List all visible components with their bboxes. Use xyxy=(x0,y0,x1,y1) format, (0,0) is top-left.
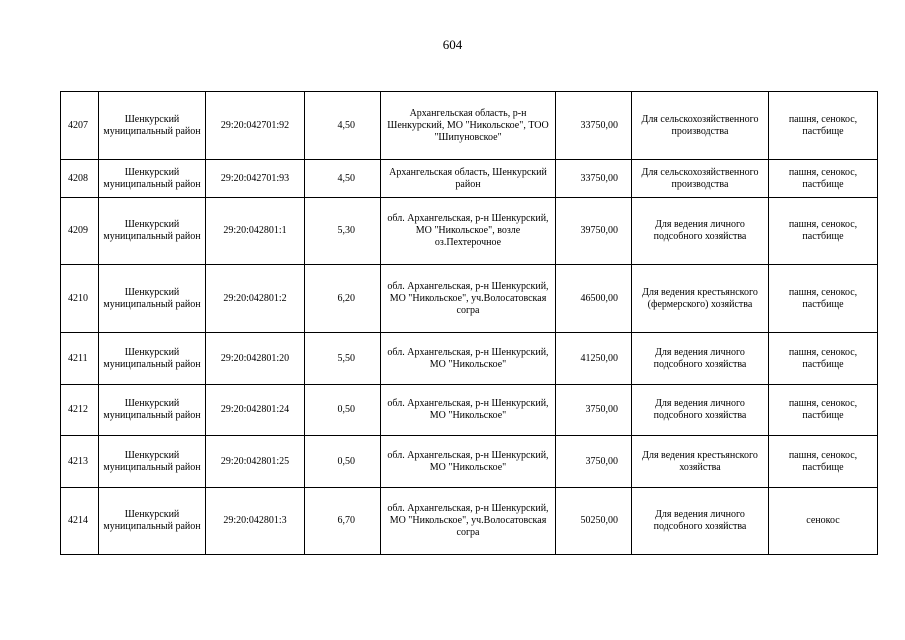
cadastral-number-cell: 29:20:042801:1 xyxy=(206,198,305,265)
row-number: 4213 xyxy=(61,436,99,488)
land-type-cell: пашня, сенокос, пастбище xyxy=(769,265,878,333)
table-row xyxy=(61,488,878,555)
purpose-cell: Для ведения крестьянского хозяйства xyxy=(632,436,769,488)
area-cell: 5,50 xyxy=(305,333,381,385)
land-type-cell: пашня, сенокос, пастбище xyxy=(769,436,878,488)
address-cell: обл. Архангельская, р-н Шенкурский, МО "Никольское", возле оз.Пехтерочное xyxy=(381,198,556,265)
land-type-cell: пашня, сенокос, пастбище xyxy=(769,385,878,436)
cadastral-number-cell: 29:20:042701:92 xyxy=(206,92,305,160)
address-cell: обл. Архангельская, р-н Шенкурский, МО "Никольское", уч.Волосатовская согра xyxy=(381,265,556,333)
cadastral-number-cell: 29:20:042801:2 xyxy=(206,265,305,333)
district-cell: Шенкурский муниципальный район xyxy=(99,333,206,385)
row-number: 4207 xyxy=(61,92,99,160)
address-cell: Архангельская область, Шенкурский район xyxy=(381,160,556,198)
district-cell: Шенкурский муниципальный район xyxy=(99,385,206,436)
purpose-cell: Для ведения личного подсобного хозяйства xyxy=(632,333,769,385)
cadastral-number-cell: 29:20:042701:93 xyxy=(206,160,305,198)
district-cell: Шенкурский муниципальный район xyxy=(99,265,206,333)
cadastral-number-cell: 29:20:042801:3 xyxy=(206,488,305,555)
district-cell: Шенкурский муниципальный район xyxy=(99,436,206,488)
price-cell: 33750,00 xyxy=(556,160,632,198)
area-cell: 0,50 xyxy=(305,436,381,488)
price-cell: 3750,00 xyxy=(556,385,632,436)
purpose-cell: Для сельскохозяйственного производства xyxy=(632,160,769,198)
cadastral-number-cell: 29:20:042801:20 xyxy=(206,333,305,385)
address-cell: обл. Архангельская, р-н Шенкурский, МО "Никольское", уч.Волосатовская согра xyxy=(381,488,556,555)
area-cell: 6,20 xyxy=(305,265,381,333)
land-type-cell: пашня, сенокос, пастбище xyxy=(769,198,878,265)
purpose-cell: Для ведения крестьянского (фермерского) хозяйства xyxy=(632,265,769,333)
area-cell: 5,30 xyxy=(305,198,381,265)
purpose-cell: Для ведения личного подсобного хозяйства xyxy=(632,198,769,265)
district-cell: Шенкурский муниципальный район xyxy=(99,488,206,555)
table-row xyxy=(61,333,878,385)
row-number: 4210 xyxy=(61,265,99,333)
purpose-cell: Для сельскохозяйственного производства xyxy=(632,92,769,160)
address-cell: обл. Архангельская, р-н Шенкурский, МО "Никольское" xyxy=(381,436,556,488)
row-number: 4212 xyxy=(61,385,99,436)
price-cell: 3750,00 xyxy=(556,436,632,488)
table-row xyxy=(61,198,878,265)
table-row xyxy=(61,265,878,333)
table-row xyxy=(61,385,878,436)
address-cell: Архангельская область, р-н Шенкурский, МО "Никольское", ТОО "Шипуновское" xyxy=(381,92,556,160)
cadastral-number-cell: 29:20:042801:24 xyxy=(206,385,305,436)
area-cell: 4,50 xyxy=(305,92,381,160)
district-cell: Шенкурский муниципальный район xyxy=(99,198,206,265)
price-cell: 46500,00 xyxy=(556,265,632,333)
price-cell: 39750,00 xyxy=(556,198,632,265)
page-number: 604 xyxy=(442,37,463,52)
row-number: 4214 xyxy=(61,488,99,555)
price-cell: 33750,00 xyxy=(556,92,632,160)
price-cell: 50250,00 xyxy=(556,488,632,555)
area-cell: 6,70 xyxy=(305,488,381,555)
row-number: 4208 xyxy=(61,160,99,198)
table-row xyxy=(61,160,878,198)
land-type-cell: пашня, сенокос, пастбище xyxy=(769,92,878,160)
land-type-cell: пашня, сенокос, пастбище xyxy=(769,160,878,198)
price-cell: 41250,00 xyxy=(556,333,632,385)
row-number: 4209 xyxy=(61,198,99,265)
area-cell: 4,50 xyxy=(305,160,381,198)
table-row xyxy=(61,436,878,488)
land-type-cell: пашня, сенокос, пастбище xyxy=(769,333,878,385)
address-cell: обл. Архангельская, р-н Шенкурский, МО "Никольское" xyxy=(381,333,556,385)
row-number: 4211 xyxy=(61,333,99,385)
land-registry-table xyxy=(60,91,878,555)
land-type-cell: сенокос xyxy=(769,488,878,555)
cadastral-number-cell: 29:20:042801:25 xyxy=(206,436,305,488)
table-row xyxy=(61,92,878,160)
purpose-cell: Для ведения личного подсобного хозяйства xyxy=(632,385,769,436)
district-cell: Шенкурский муниципальный район xyxy=(99,160,206,198)
area-cell: 0,50 xyxy=(305,385,381,436)
address-cell: обл. Архангельская, р-н Шенкурский, МО "Никольское" xyxy=(381,385,556,436)
purpose-cell: Для ведения личного подсобного хозяйства xyxy=(632,488,769,555)
district-cell: Шенкурский муниципальный район xyxy=(99,92,206,160)
